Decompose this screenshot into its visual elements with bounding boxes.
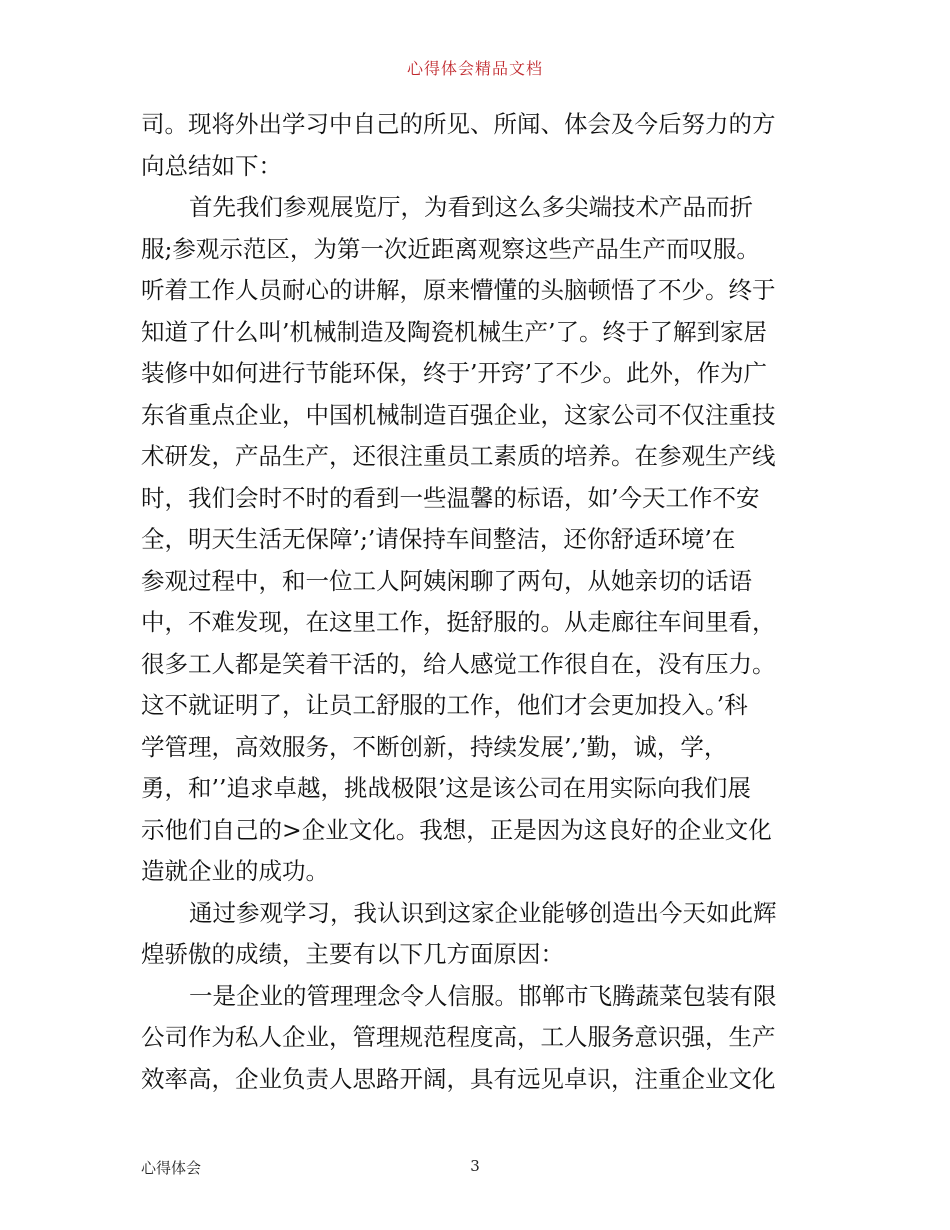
text-line: 一是企业的管理理念令人信服。邯郸市飞腾蔬菜包装有限 bbox=[189, 981, 777, 1010]
text-line: 参观过程中，和一位工人阿姨闲聊了两句，从她亲切的话语 bbox=[141, 566, 752, 595]
text-line: 司。现将外出学习中自己的所见、所闻、体会及今后努力的方 bbox=[141, 110, 776, 138]
text-line: 造就企业的成功。 bbox=[141, 857, 329, 885]
page-number: 3 bbox=[470, 1157, 480, 1175]
text-line: 示他们自己的>企业文化。我想，正是因为这良好的企业文化 bbox=[141, 815, 772, 844]
text-line: 知道了什么叫’机械制造及陶瓷机械生产’了。终于了解到家居 bbox=[141, 317, 767, 346]
text-line: 术研发，产品生产，还很注重员工素质的培养。在参观生产线 bbox=[141, 442, 776, 470]
text-line: 效率高，企业负责人思路开阔，具有远见卓识，注重企业文化 bbox=[141, 1064, 776, 1093]
text-line: 首先我们参观展览厅，为看到这么多尖端技术产品而折 bbox=[189, 193, 753, 221]
text-line: 装修中如何进行节能环保，终于’开窍’了不少。此外，作为广 bbox=[141, 359, 767, 387]
text-line: 学管理，高效服务，不断创新，持续发展’,’勤，诚，学， bbox=[141, 732, 728, 761]
text-line: 向总结如下： bbox=[141, 151, 282, 180]
text-line: 东省重点企业，中国机械制造百强企业，这家公司不仅注重技 bbox=[141, 400, 776, 429]
text-line: 公司作为私人企业，管理规范程度高，工人服务意识强，生产 bbox=[141, 1023, 776, 1051]
document-body bbox=[141, 104, 816, 1100]
text-line: 时，我们会时不时的看到一些温馨的标语，如’今天工作不安 bbox=[141, 483, 760, 512]
text-line: 中，不难发现，在这里工作，挺舒服的。从走廊往车间里看， bbox=[141, 608, 776, 636]
document-header-title: 心得体会精品文档 bbox=[406, 59, 543, 78]
text-line: 很多工人都是笑着干活的，给人感觉工作很自在，没有压力。 bbox=[141, 649, 776, 678]
text-line: 听着工作人员耐心的讲解，原来懵懂的头脑顿悟了不少。终于 bbox=[141, 276, 776, 304]
text-line: 全，明天生活无保障’;’请保持车间整洁，还你舒适环境’在 bbox=[141, 525, 736, 553]
footer-label: 心得体会 bbox=[141, 1159, 202, 1177]
text-line: 服;参观示范区，为第一次近距离观察这些产品生产而叹服。 bbox=[141, 234, 760, 263]
text-line: 这不就证明了，让员工舒服的工作，他们才会更加投入。’科 bbox=[141, 691, 748, 719]
text-line: 勇，和’’追求卓越，挑战极限’这是该公司在用实际向我们展 bbox=[141, 774, 751, 802]
text-line: 通过参观学习，我认识到这家企业能够创造出今天如此辉 bbox=[189, 898, 777, 927]
text-line: 煌骄傲的成绩，主要有以下几方面原因： bbox=[141, 940, 564, 968]
